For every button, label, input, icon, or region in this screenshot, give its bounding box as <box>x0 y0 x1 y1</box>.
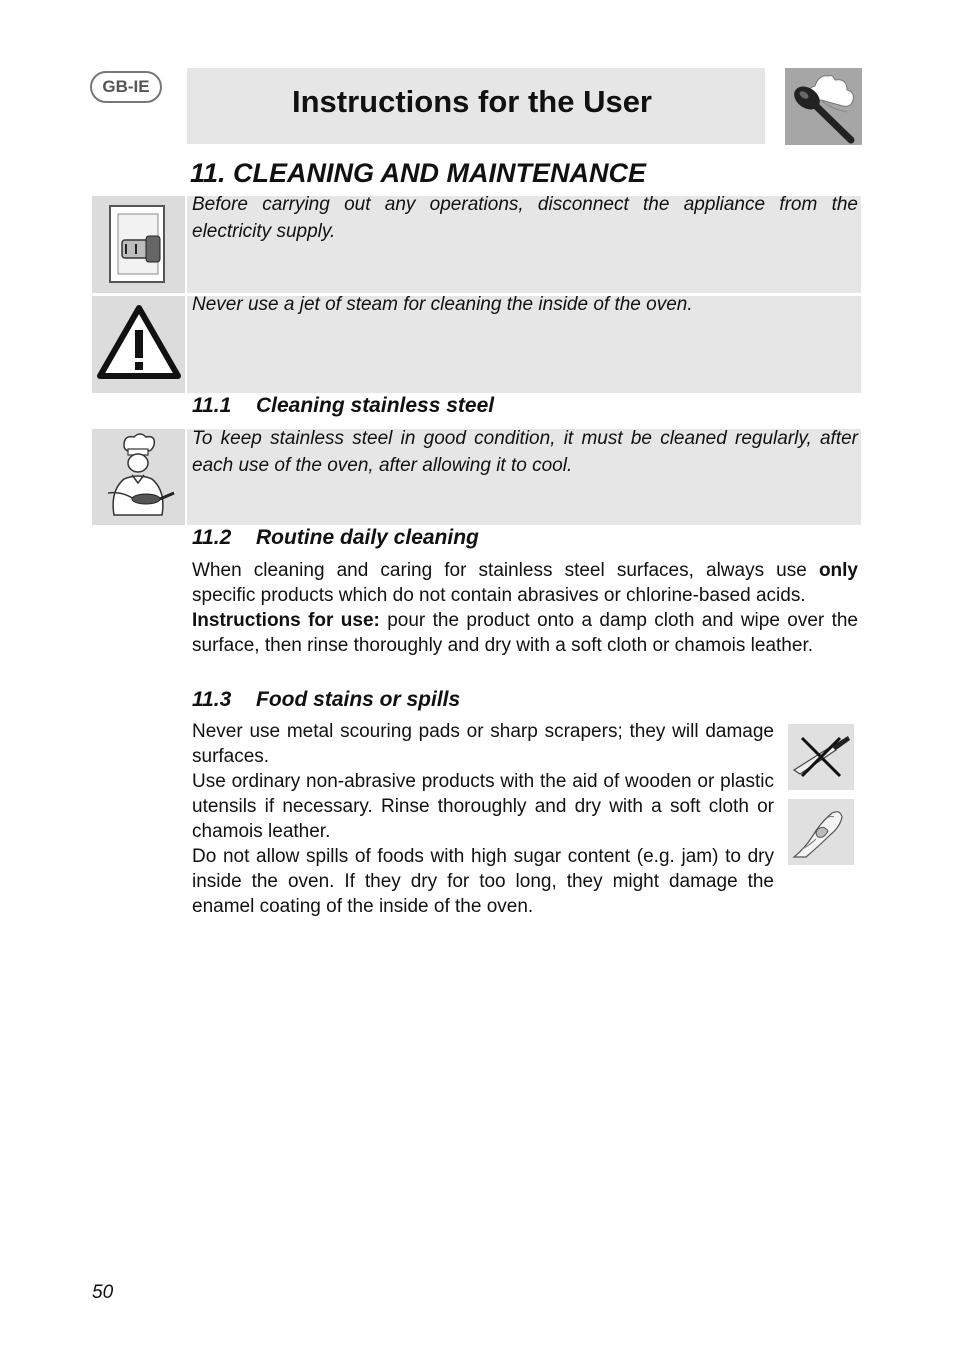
paragraph: Never use metal scouring pads or sharp scrapers; they will damage surfaces. <box>192 721 774 767</box>
note-text-11-1: To keep stainless steel in good condition, it must be cleaned regularly, after each use of the oven, after allowing it to cool. <box>192 428 858 476</box>
no-knife-icon <box>788 724 854 790</box>
subsection-title-11-2 <box>192 526 479 550</box>
page-title: Instructions for the User <box>292 84 652 119</box>
paragraph: Do not allow spills of foods with high sugar content (e.g. jam) to dry inside the oven. If they dry for too long, they might damage the enamel coating of the inside of the oven. <box>192 846 774 917</box>
paragraph <box>192 558 858 608</box>
warning-box-1 <box>187 196 861 293</box>
warning-triangle-icon <box>92 296 185 393</box>
paragraph: Use ordinary non-abrasive products with the aid of wooden or plastic utensils if necessary. Rinse thoroughly and dry with a soft cloth or chamois leather. <box>192 771 774 842</box>
section-title: 11. CLEANING AND MAINTENANCE <box>190 158 647 188</box>
subsection-heading: Cleaning stainless steel <box>256 394 495 417</box>
text-span: pour the product onto a damp cloth and wipe over the surface, then rinse thoroughly and dry with a soft cloth or chamois leather. <box>192 610 858 656</box>
spoon-chef-hat-icon <box>785 68 862 145</box>
subsection-number: 11.3 <box>192 688 232 711</box>
subsection-number: 11.1 <box>192 394 232 417</box>
language-badge: GB-IE <box>90 71 162 103</box>
unplug-socket-icon <box>92 196 185 293</box>
subsection-title-11-3 <box>192 688 460 712</box>
emphasis: only <box>818 560 858 581</box>
subsection-heading: Food stains or spills <box>256 688 461 711</box>
subsection-heading: Routine daily cleaning <box>256 526 479 549</box>
subsection-number: 11.2 <box>192 526 232 549</box>
warning-text-1: Before carrying out any operations, disconnect the appliance from the electricity supply. <box>192 194 858 242</box>
chef-icon <box>92 429 185 525</box>
note-box-11-1 <box>187 429 861 525</box>
subsection-title-11-1 <box>192 394 494 418</box>
cloth-hand-icon <box>788 799 854 865</box>
paragraph <box>192 608 858 658</box>
food-stains-text <box>192 719 774 919</box>
page-number: 50 <box>92 1282 114 1303</box>
text-span: specific products which do not contain abrasives or chlorine-based acids. <box>192 585 806 606</box>
warning-text-2: Never use a jet of steam for cleaning the inside of the oven. <box>192 294 693 315</box>
text-span: When cleaning and caring for stainless steel surfaces, always use <box>192 560 819 581</box>
warning-box-2 <box>187 296 861 393</box>
emphasis: Instructions for use: <box>192 610 380 631</box>
routine-cleaning-text <box>192 558 858 658</box>
header-bar <box>187 68 765 144</box>
